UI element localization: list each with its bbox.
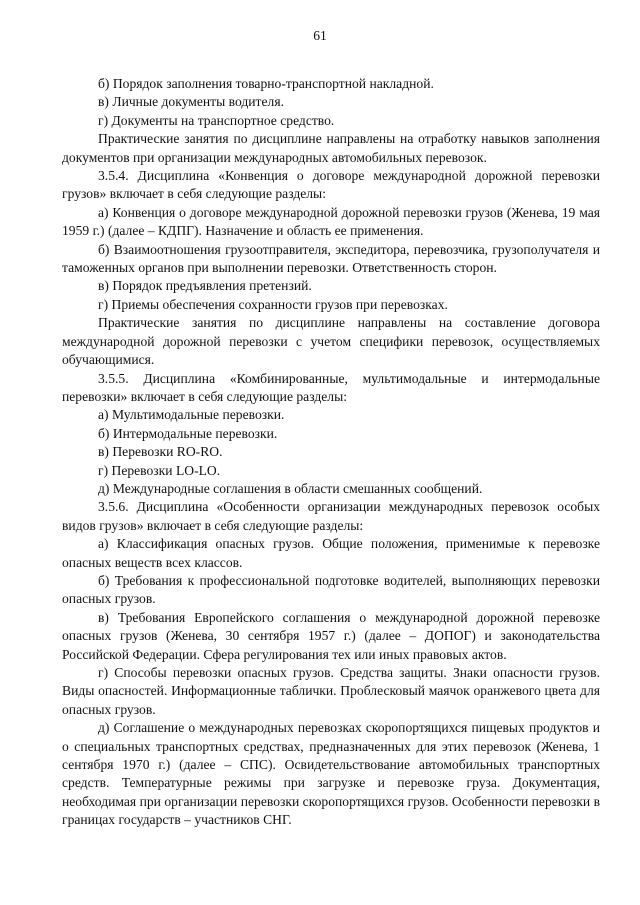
paragraph: г) Документы на транспортное средство. (98, 112, 335, 128)
paragraph: г) Способы перевозки опасных грузов. Средства защиты. Знаки опасности грузов. Виды опасностей. Информационные таблички. Проблесковый маячок оранжевого цвета для опасных грузов. (62, 665, 600, 717)
paragraph: в) Перевозки RO-RO. (98, 444, 223, 460)
paragraph: а) Конвенция о договоре международной дорожной перевозки грузов (Женева, 19 мая 1959 г.) (далее – КДПГ). Назначение и область ее применения. (62, 204, 600, 239)
section-heading-3-5-4: 3.5.4. Дисциплина «Конвенция о договоре международной дорожной перевозки грузов» включает в себя следующие разделы: (62, 168, 600, 202)
paragraph: а) Мультимодальные перевозки. (98, 407, 285, 423)
paragraph: г) Приемы обеспечения сохранности грузов при перевозках. (98, 296, 448, 312)
paragraph: в) Требования Европейского соглашения о международной дорожной перевозке опасных грузов (Женева, 30 сентября 1957 г.) (далее – ДОПОГ) и законодательства Российской Федерации. Сфера регулирования тех или иных правовых актов. (62, 609, 600, 662)
page-number: 61 (313, 28, 327, 43)
paragraph: Практические занятия по дисциплине направлены на составление договора международной дорожной перевозки с учетом специфики перевозок, осуществляемых обучающимися. (62, 315, 600, 368)
paragraph: б) Порядок заполнения товарно-транспортной накладной. (98, 76, 434, 91)
paragraph: в) Порядок предъявления претензий. (98, 278, 312, 294)
document-body (62, 75, 600, 830)
paragraph: а) Классификация опасных грузов. Общие положения, применимые к перевозке опасных веществ всех классов. (62, 536, 600, 570)
section-heading-3-5-6: 3.5.6. Дисциплина «Особенности организации международных перевозок особых видов грузов» включает в себя следующие разделы: (62, 499, 600, 533)
paragraph: б) Взаимоотношения грузоотправителя, экспедитора, перевозчика, грузополучателя и таможенных органов при выполнении перевозки. Ответственность сторон. (62, 241, 600, 276)
paragraph: б) Интермодальные перевозки. (98, 425, 278, 441)
paragraph: Практические занятия по дисциплине направлены на отработку навыков заполнения документов при организации международных автомобильных перевозок. (62, 131, 600, 165)
paragraph: б) Требования к профессиональной подготовке водителей, выполняющих перевозки опасных грузов. (62, 572, 600, 607)
section-heading-3-5-5: 3.5.5. Дисциплина «Комбинированные, мультимодальные и интермодальные перевозки» включает в себя следующие разделы: (62, 370, 600, 404)
paragraph: г) Перевозки LO-LO. (98, 462, 221, 478)
paragraph: в) Личные документы водителя. (98, 94, 284, 110)
paragraph: д) Соглашение о международных перевозках скоропортящихся пищевых продуктов и о специальных транспортных средствах, предназначенных для этих перевозок (Женева, 1 сентября 1970 г.) (далее – СПС). Освидетельствование автомобильных транспортных средств. Температурные режимы при загрузке и перевозке груза. Документация, необходимая при организации перевозки скоропортящихся грузов. Особенности перевозки в границах государств – участников СНГ. (62, 720, 600, 828)
paragraph: д) Международные соглашения в области смешанных сообщений. (98, 480, 483, 496)
